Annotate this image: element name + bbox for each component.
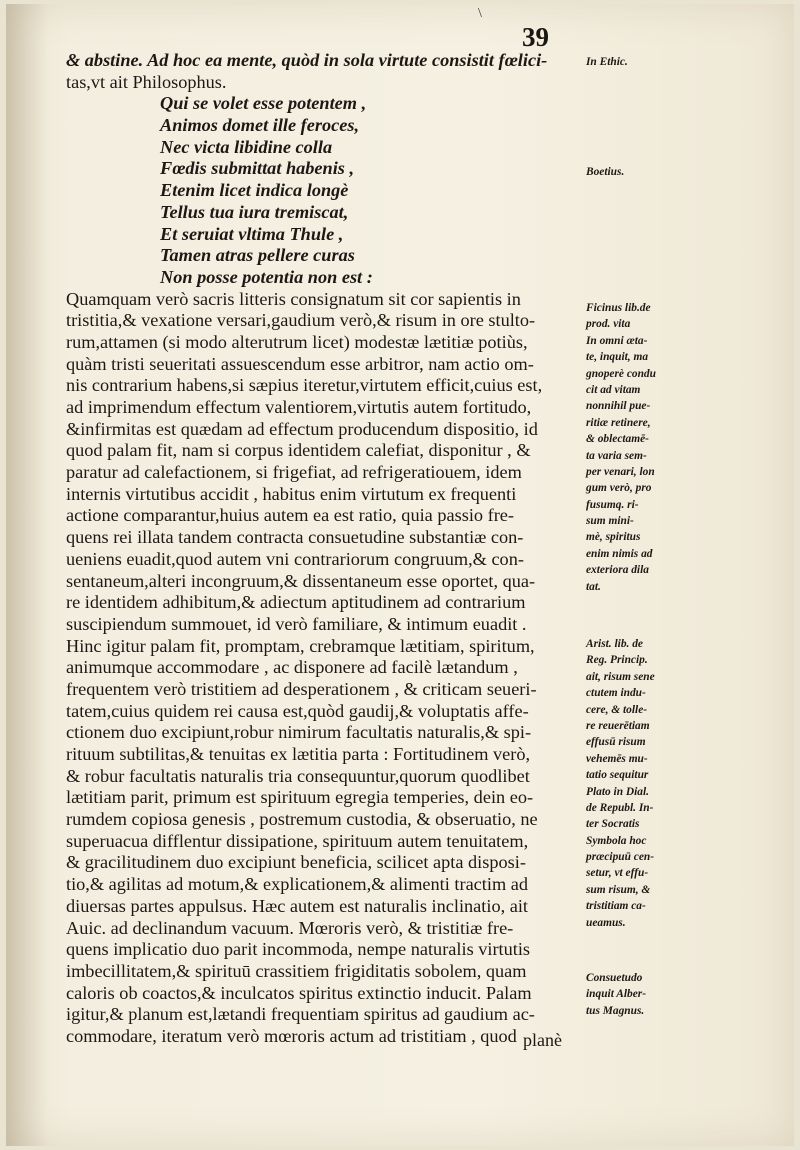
page-number: 39	[522, 22, 549, 52]
margin-line: setur, vt effu-	[586, 867, 649, 880]
text-line: Quamquam verò sacris litteris consignatum sit cor sapientis in	[66, 288, 521, 309]
verse-line: Tamen atras pellere curas	[160, 245, 355, 266]
margin-line: præcipuū cen-	[586, 851, 655, 864]
margin-line: gnoperè condu	[586, 367, 656, 380]
top-mark: \	[478, 6, 482, 21]
text-line: sentaneum,alteri incongruum,& dissentaneum esse oportet, qua-	[66, 570, 536, 591]
margin-line: vehemēs mu-	[586, 752, 648, 765]
text-line: quens implicatio duo parit incommoda, nempe naturalis virtutis	[66, 939, 531, 960]
text-line: Auic. ad declinandum vacuum. Mœroris verò, & tristitiæ fre-	[66, 917, 514, 938]
margin-line: sum mini-	[586, 515, 634, 528]
margin-line: Arist. lib. de	[586, 638, 643, 650]
margin-line: enim nimis ad	[586, 547, 653, 560]
margin-line: exteriora dila	[586, 564, 649, 577]
marginal-note-ficinus	[586, 300, 794, 595]
catchword: planè	[523, 1030, 562, 1050]
margin-line: Ficinus lib.de	[586, 302, 651, 314]
text-line: & gracilitudinem duo excipiunt beneficia, scilicet apta disposi-	[66, 852, 526, 873]
verse-line: Et seruiat vltima Thule ,	[160, 223, 344, 244]
text-line: quens rei illata tandem contracta consuetudine substantiæ con-	[66, 527, 524, 548]
text-line: ad imprimendum effectum valentiorem,virtutis autem fortitudo,	[66, 397, 532, 417]
text-line: re identidem adhibitum,& adiectum aptitudinem ad contrarium	[66, 592, 526, 613]
margin-line: ta varia sem-	[586, 449, 647, 462]
margin-line: Plato in Dial.	[586, 785, 649, 798]
marginal-note-albertus	[586, 970, 794, 1019]
text-line: ueniens euadit,quod autem vni contrariorum congruum,& con-	[66, 548, 524, 569]
text-line	[66, 50, 578, 72]
margin-line: inquit Alber-	[586, 988, 647, 1001]
margin-line: mè, spiritus	[586, 531, 641, 544]
verse-line: Qui se volet esse potentem ,	[160, 93, 367, 114]
text-line: nis contrarium habens,si sæpius iteretur,virtutem efficit,cuius est,	[66, 375, 543, 396]
verse-line: Non posse potentia non est :	[160, 266, 373, 287]
text-line: tatem,cuius quidem rei causa est,quòd gaudij,& voluptatis affe-	[66, 700, 529, 721]
opening-line: & abstine. Ad hoc ea mente, quòd in sola virtute consistit fœlici-	[66, 50, 548, 70]
verse-line: Fœdis submittat habenis ,	[160, 158, 355, 179]
margin-line: ter Socratis	[586, 818, 640, 831]
margin-line: cere, & tolle-	[586, 703, 648, 716]
text-line: tas,vt ait Philosophus.	[66, 71, 227, 92]
text-line: actione comparantur,huius autem ea est ratio, quia passio fre-	[66, 505, 515, 526]
margin-line: prod. vita	[586, 318, 631, 331]
margin-line: In omni æta-	[586, 334, 648, 347]
margin-line: Reg. Princip.	[586, 654, 648, 667]
margin-line: de Republ. In-	[586, 801, 654, 814]
text-line: paratur ad calefactionem, si frigefiat, ad refrigeratiouem, idem	[66, 462, 522, 483]
margin-line: In Ethic.	[586, 56, 628, 68]
text-line: diuersas partes appulsus. Hæc autem est naturalis inclinatio, ait	[66, 895, 528, 916]
text-line: &infirmitas est quædam ad effectum producendum dispositio, id	[66, 418, 538, 439]
margin-line: re reuerētiam	[586, 719, 650, 732]
text-line: rum,attamen (si modo alterutrum licet) modestæ lætitiæ potiùs,	[66, 331, 528, 352]
margin-line: tus Magnus.	[586, 1004, 645, 1017]
text-line: tio,& agilitas ad motum,& explicationem,& alimenti tractim ad	[66, 874, 529, 895]
margin-line: te, inquit, ma	[586, 351, 649, 364]
page-gutter-shadow	[6, 4, 48, 1146]
marginal-note-aristotle	[586, 636, 794, 931]
text-line: & robur facultatis naturalis tria consequuntur,quorum quodlibet	[66, 765, 530, 786]
text-line: superuacua difflentur dissipatione, spirituum autem tenuitatem,	[66, 830, 529, 851]
margin-line: gum verò, pro	[586, 482, 652, 495]
text-line: tristitia,& vexatione versari,gaudium verò,& risum in ore stulto-	[66, 310, 536, 331]
verse-block	[66, 93, 578, 288]
margin-line: ctutem indu-	[586, 687, 646, 700]
margin-line: ueamus.	[586, 916, 626, 929]
margin-line: tristitiam ca-	[586, 900, 646, 913]
margin-line: Boetius.	[586, 166, 625, 178]
book-page	[6, 4, 794, 1146]
marginal-note-boetius	[586, 164, 794, 180]
text-line: quàm tristi seueritati assuescendum esse arbitror, nam actio om-	[66, 353, 534, 374]
margin-line: Symbola hoc	[586, 834, 647, 847]
margin-line: Consuetudo	[586, 972, 643, 984]
text-line: Hinc igitur palam fit, promptam, crebramque lætitiam, spiritum,	[66, 635, 535, 656]
margin-line: tat.	[586, 580, 601, 593]
margin-line: effusū risum	[586, 736, 646, 749]
verse-line: Etenim licet indica longè	[160, 180, 349, 201]
text-line: internis virtutibus accidit , habitus enim virtutum ex frequenti	[66, 483, 517, 504]
body-paragraph	[66, 289, 578, 1048]
margin-line: ritiæ retinere,	[586, 416, 651, 429]
text-line: quod palam fit, nam si corpus identidem calefiat, disponitur , &	[66, 440, 531, 461]
margin-line: & oblectamē-	[586, 433, 649, 446]
verse-line: Animos domet ille feroces,	[160, 115, 360, 136]
margin-line: cit ad vitam	[586, 383, 641, 396]
main-text-column	[66, 50, 578, 1048]
margin-line: nonnihil pue-	[586, 400, 651, 413]
margin-line: tatio sequitur	[586, 769, 649, 782]
margin-line: per venari, lon	[586, 465, 655, 478]
margin-line: ait, risum sene	[586, 670, 655, 683]
text-line: lætitiam parit, primum est spirituum egregia temperies, dein eo-	[66, 787, 534, 808]
text-line: igitur,& planum est,lætandi frequentiam spiritus ad gaudium ac-	[66, 1004, 535, 1025]
marginal-note-ethic	[586, 54, 794, 70]
text-line: rumdem copiosa genesis , postremum custodia, & obseruatio, ne	[66, 809, 538, 830]
text-line: imbecillitatem,& spirituū crassitiem frigiditatis sobolem, quam	[66, 960, 527, 981]
margin-line: sum risum, &	[586, 883, 651, 896]
text-line: frequentem verò tristitiem ad desperationem , & criticam seueri-	[66, 678, 537, 699]
text-line: commodare, iteratum verò mœroris actum ad tristitiam , quod	[66, 1025, 517, 1046]
text-line: rituum subtilitas,& tenuitas ex lætitia parta : Fortitudinem verò,	[66, 744, 531, 764]
text-line: animumque accommodare , ac disponere ad facilè lætandum ,	[66, 657, 518, 678]
margin-line: fusumq. ri-	[586, 498, 639, 511]
text-line: ctionem duo excipiunt,robur nimirum facultatis naturalis,& spi-	[66, 722, 532, 743]
verse-line: Nec victa libidine colla	[160, 136, 333, 157]
text-line: suscipiendum summouet, id verò familiare, & intimum euadit .	[66, 613, 527, 634]
text-line: caloris ob coactos,& inculcatos spiritus extinctio inducit. Palam	[66, 982, 532, 1003]
verse-line: Tellus tua iura tremiscat,	[160, 201, 349, 222]
